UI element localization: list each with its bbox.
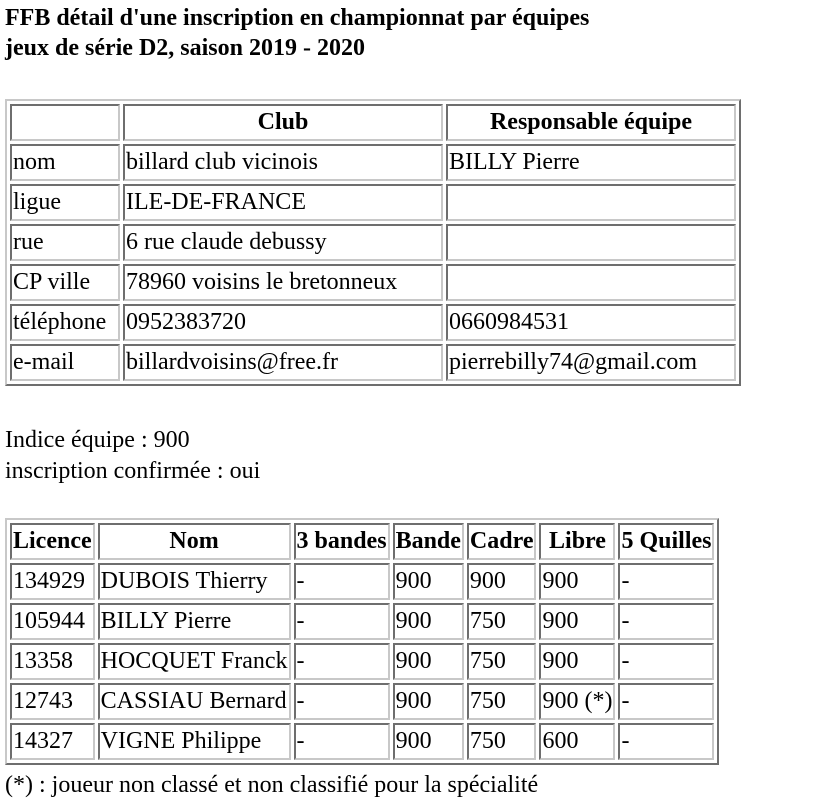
cell-bande: 900 [393,603,464,640]
responsable-value [446,184,736,221]
team-info [5,425,260,487]
responsable-value: pierrebilly74@gmail.com [446,344,736,381]
club-info-table [5,99,741,386]
cell-5-quilles: - [618,603,714,640]
row-label: CP ville [10,264,120,301]
registration-status: inscription confirmée : oui [5,458,261,484]
club-header-club: Club [123,104,443,141]
club-header-empty [10,104,120,141]
table-row [10,603,714,640]
responsable-value: BILLY Pierre [446,144,736,181]
club-value: ILE-DE-FRANCE [123,184,443,221]
cell-3-bandes: - [294,563,390,600]
table-row [10,264,736,301]
header-cadre: Cadre [467,523,537,560]
players-table-header-row [10,523,714,560]
cell-cadre: 750 [467,643,537,680]
cell-cadre: 750 [467,683,537,720]
table-row [10,723,714,760]
table-row [10,184,736,221]
cell-nom: CASSIAU Bernard [98,683,291,720]
cell-nom: BILLY Pierre [98,603,291,640]
cell-licence: 105944 [10,603,95,640]
row-label: téléphone [10,304,120,341]
cell-cadre: 900 [467,563,537,600]
table-row [10,683,714,720]
cell-3-bandes: - [294,643,390,680]
club-value: 78960 voisins le bretonneux [123,264,443,301]
cell-cadre: 750 [467,603,537,640]
table-row [10,563,714,600]
cell-bande: 900 [393,643,464,680]
row-label: rue [10,224,120,261]
cell-bande: 900 [393,683,464,720]
cell-5-quilles: - [618,683,714,720]
cell-3-bandes: - [294,603,390,640]
row-label: e-mail [10,344,120,381]
club-value: billardvoisins@free.fr [123,344,443,381]
row-label: ligue [10,184,120,221]
club-table-header-row [10,104,736,141]
table-row [10,344,736,381]
header-bande: Bande [393,523,464,560]
cell-libre: 900 [539,603,615,640]
cell-libre: 900 [539,563,615,600]
club-value: 6 rue claude debussy [123,224,443,261]
cell-licence: 13358 [10,643,95,680]
team-index: Indice équipe : 900 [5,427,190,453]
header-5-quilles: 5 Quilles [618,523,714,560]
header-licence: Licence [10,523,95,560]
page-title [5,3,589,63]
cell-licence: 12743 [10,683,95,720]
cell-3-bandes: - [294,683,390,720]
row-label: nom [10,144,120,181]
club-header-responsable: Responsable équipe [446,104,736,141]
cell-cadre: 750 [467,723,537,760]
cell-3-bandes: - [294,723,390,760]
title-line-2: jeux de série D2, saison 2019 - 2020 [5,35,365,61]
cell-5-quilles: - [618,643,714,680]
cell-5-quilles: - [618,723,714,760]
cell-5-quilles: - [618,563,714,600]
table-row [10,643,714,680]
table-row [10,144,736,181]
cell-nom: DUBOIS Thierry [98,563,291,600]
cell-bande: 900 [393,563,464,600]
cell-libre: 600 [539,723,615,760]
table-row [10,304,736,341]
club-value: billard club vicinois [123,144,443,181]
responsable-value: 0660984531 [446,304,736,341]
club-value: 0952383720 [123,304,443,341]
title-line-1: FFB détail d'une inscription en championnat par équipes [5,5,590,31]
responsable-value [446,264,736,301]
table-row [10,224,736,261]
header-nom: Nom [98,523,291,560]
footnote: (*) : joueur non classé et non classifié pour la spécialité [5,772,539,798]
cell-licence: 14327 [10,723,95,760]
cell-nom: HOCQUET Franck [98,643,291,680]
header-libre: Libre [539,523,615,560]
cell-bande: 900 [393,723,464,760]
cell-licence: 134929 [10,563,95,600]
cell-libre: 900 (*) [539,683,615,720]
responsable-value [446,224,736,261]
header-3-bandes: 3 bandes [294,523,390,560]
cell-libre: 900 [539,643,615,680]
players-table [5,518,719,765]
cell-nom: VIGNE Philippe [98,723,291,760]
